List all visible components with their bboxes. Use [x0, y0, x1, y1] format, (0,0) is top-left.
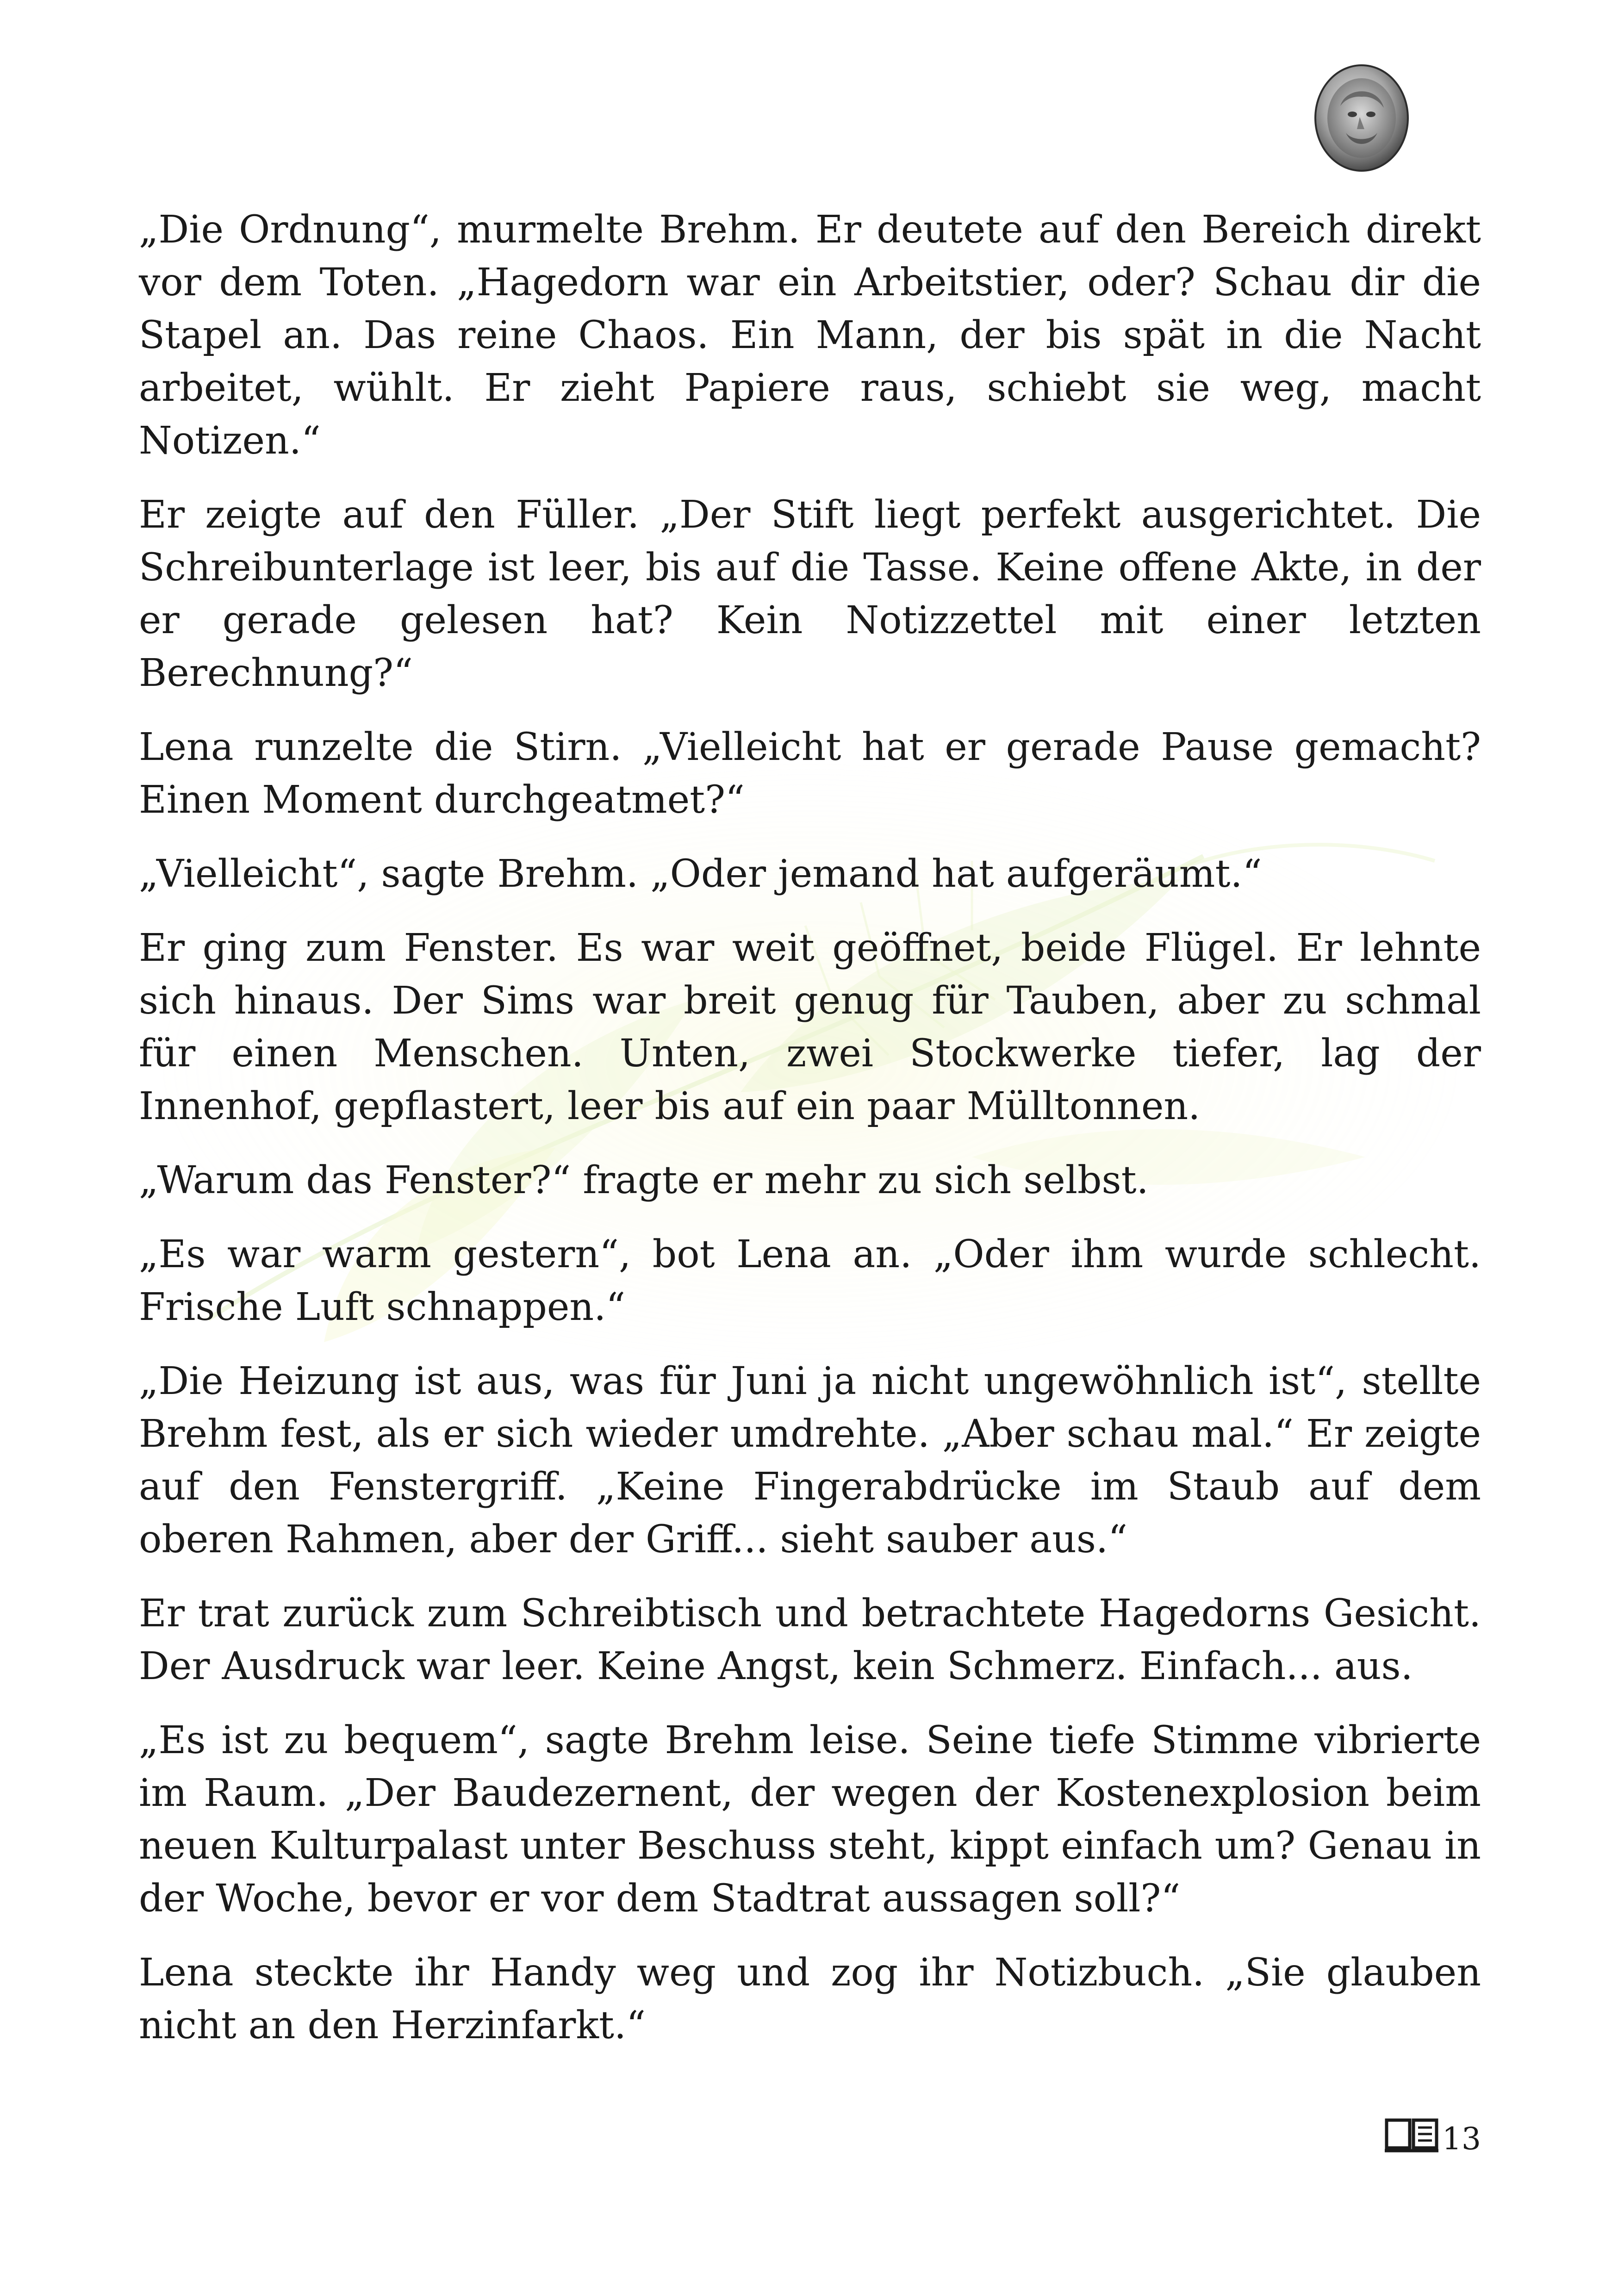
paragraph: Lena runzelte die Stirn. „Vielleicht hat er gerade Pause gemacht? Einen Moment durchgeatmet?“: [139, 725, 1481, 822]
page-footer: [1384, 2113, 1481, 2157]
paragraph: Er trat zurück zum Schreibtisch und betrachtete Hagedorns Gesicht. Der Ausdruck war leer. Keine Angst, kein Schmerz. Einfach... aus.: [139, 1592, 1481, 1688]
paragraph: Lena steckte ihr Handy weg und zog ihr Notizbuch. „Sie glauben nicht an den Herzinfarkt.“: [139, 1951, 1481, 2047]
paragraph: „Warum das Fenster?“ fragte er mehr zu sich selbst.: [139, 1158, 1149, 1202]
body-text: [139, 204, 1481, 2073]
paragraph: „Die Ordnung“, murmelte Brehm. Er deutete auf den Bereich direkt vor dem Toten. „Hagedorn war ein Arbeitstier, oder? Schau dir die Stapel an. Das reine Chaos. Ein Mann, der bis spät in die Nacht arbeitet, wühlt. Er zieht Papiere raus, schiebt sie weg, macht Notizen.“: [139, 208, 1481, 463]
paragraph: Er zeigte auf den Füller. „Der Stift liegt perfekt ausgerichtet. Die Schreibunterlage ist leer, bis auf die Tasse. Keine offene Akte, in der er gerade gelesen hat? Kein Notizzettel mit einer letzten Berechnung?“: [139, 493, 1481, 695]
paragraph: „Vielleicht“, sagte Brehm. „Oder jemand hat aufgeräumt.“: [139, 852, 1262, 896]
paragraph: „Es war warm gestern“, bot Lena an. „Oder ihm wurde schlecht. Frische Luft schnappen.“: [139, 1232, 1481, 1329]
paragraph: Er ging zum Fenster. Es war weit geöffnet, beide Flügel. Er lehnte sich hinaus. Der Sims war breit genug für Tauben, aber zu schmal für einen Menschen. Unten, zwei Stockwerke tiefer, lag der Innenhof, gepflastert, leer bis auf ein paar Mülltonnen.: [139, 926, 1481, 1128]
open-book-icon: [1384, 2116, 1439, 2154]
paragraph: „Die Heizung ist aus, was für Juni ja nicht ungewöhnlich ist“, stellte Brehm fest, als er sich wieder umdrehte. „Aber schau mal.“ Er zeigte auf den Fenstergriff. „Keine Fingerabdrücke im Staub auf dem oberen Rahmen, aber der Griff... sieht sauber aus.“: [139, 1359, 1481, 1562]
page-number: 13: [1442, 2121, 1481, 2157]
paragraph: „Es ist zu bequem“, sagte Brehm leise. Seine tiefe Stimme vibrierte im Raum. „Der Baudezernent, der wegen der Kostenexplosion beim neuen Kulturpalast unter Beschuss steht, kippt einfach um? Genau in der Woche, bevor er vor dem Stadtrat aussagen soll?“: [139, 1718, 1481, 1921]
portrait-medallion-icon: [1313, 63, 1410, 173]
